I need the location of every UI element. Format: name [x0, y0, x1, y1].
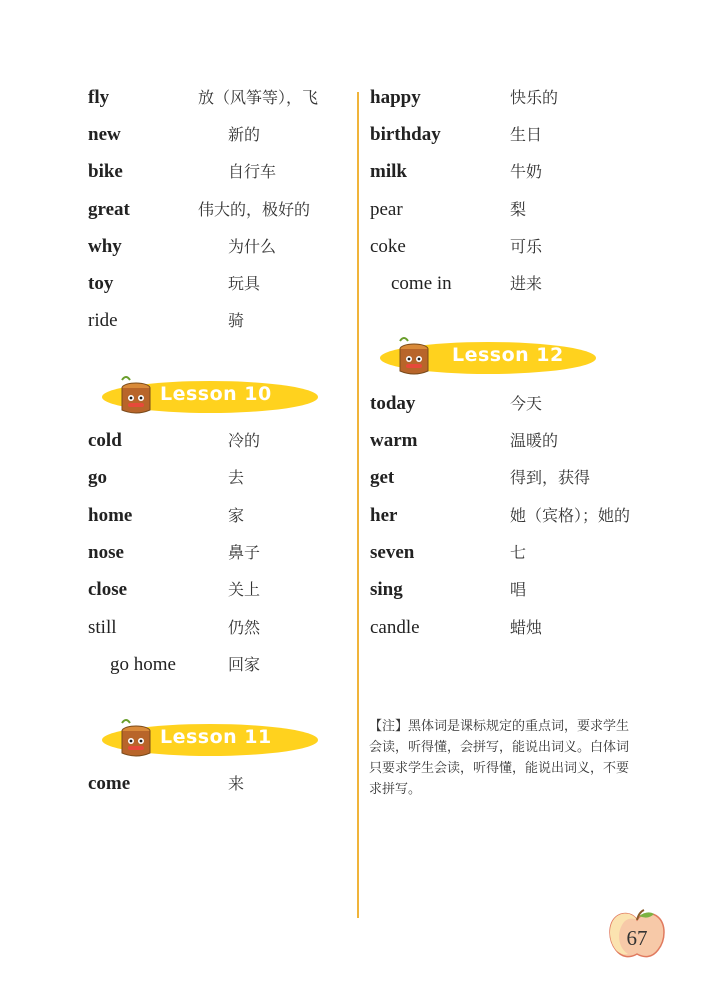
vocab-meaning: 得到，获得 [510, 468, 591, 487]
vocab-entry [110, 651, 353, 679]
vocab-word: her [370, 505, 398, 526]
vocab-entry [370, 121, 670, 149]
vocab-word: ride [88, 310, 118, 331]
vocab-meaning: 冷的 [228, 431, 261, 450]
vocab-word: go [88, 467, 107, 488]
page-number: 67 [626, 926, 648, 950]
vocab-entry [88, 539, 353, 567]
vocab-meaning: 她（宾格）；她的 [510, 506, 631, 525]
vocab-entry [370, 390, 670, 418]
vocab-entry [370, 84, 670, 112]
vocab-entry [370, 196, 670, 224]
vocab-meaning: 蜡烛 [510, 618, 543, 637]
vocab-meaning: 温暖的 [510, 431, 559, 450]
vocab-entry [370, 158, 670, 186]
page-number-badge [604, 908, 670, 960]
lesson-title: Lesson 12 [452, 344, 564, 366]
vocab-word: new [88, 124, 121, 145]
vocab-word: seven [370, 542, 415, 563]
vocab-meaning: 快乐的 [510, 88, 559, 107]
lesson-12-banner [380, 335, 600, 381]
vocab-meaning: 为什么 [228, 237, 277, 256]
vocab-entry [88, 233, 353, 261]
vocab-meaning: 回家 [228, 655, 261, 674]
vocab-meaning: 七 [510, 543, 527, 562]
vocab-entry [370, 464, 670, 492]
vocab-meaning: 来 [228, 774, 245, 793]
vocab-word: fly [88, 87, 110, 108]
vocab-word: happy [370, 87, 421, 108]
lesson-title: Lesson 10 [160, 383, 272, 405]
vocab-word: warm [370, 430, 418, 451]
footnote: 【注】黑体词是课标规定的重点词，要求学生会读，听得懂，会拼写，能说出词义。白体词只要求学生会读，听得懂，能说出词义，不要求拼写。 [369, 719, 630, 797]
vocab-meaning: 关上 [228, 580, 261, 599]
vocab-meaning: 伟大的，极好的 [198, 200, 311, 219]
vocab-word: still [88, 617, 117, 638]
tree-stump-mascot-icon [116, 717, 156, 761]
vocab-entry [88, 270, 353, 298]
vocab-word: great [88, 199, 130, 220]
vocab-meaning: 牛奶 [510, 162, 543, 181]
vocab-meaning: 仍然 [228, 618, 261, 637]
vocab-word: get [370, 467, 395, 488]
vocab-word: milk [370, 161, 407, 182]
tree-stump-mascot-icon [394, 335, 434, 379]
vocab-entry [88, 196, 353, 224]
vocab-entry [370, 576, 670, 604]
vocab-word: go home [110, 654, 176, 675]
vocab-entry [88, 307, 353, 335]
column-divider [357, 92, 359, 918]
vocab-entry [88, 464, 353, 492]
vocab-meaning: 自行车 [228, 162, 277, 181]
vocab-word: birthday [370, 124, 441, 145]
vocab-entry [391, 270, 670, 298]
vocab-word: come [88, 773, 131, 794]
vocab-meaning: 去 [228, 468, 245, 487]
vocab-meaning: 新的 [228, 125, 261, 144]
vocab-entry [370, 614, 670, 642]
vocab-entry [88, 84, 353, 112]
vocab-meaning: 骑 [228, 311, 245, 330]
lesson-title: Lesson 11 [160, 726, 272, 748]
vocab-meaning: 可乐 [510, 237, 543, 256]
vocab-meaning: 进来 [510, 274, 543, 293]
vocab-word: coke [370, 236, 406, 257]
vocab-word: nose [88, 542, 124, 563]
vocab-word: cold [88, 430, 122, 451]
vocab-word: toy [88, 273, 114, 294]
vocab-entry [370, 427, 670, 455]
vocab-word: come in [391, 273, 452, 294]
vocab-meaning: 唱 [510, 580, 527, 599]
vocab-word: pear [370, 199, 403, 220]
vocab-meaning: 今天 [510, 394, 543, 413]
vocab-entry [88, 427, 353, 455]
lesson-10-banner [102, 374, 322, 420]
vocab-meaning: 玩具 [228, 274, 261, 293]
vocab-word: home [88, 505, 133, 526]
vocab-word: why [88, 236, 122, 257]
vocab-meaning: 家 [228, 506, 245, 525]
lesson-11-banner [102, 717, 322, 763]
vocab-word: sing [370, 579, 403, 600]
vocab-entry [88, 614, 353, 642]
vocab-entry [370, 502, 670, 530]
vocab-entry [370, 233, 670, 261]
vocab-meaning: 生日 [510, 125, 543, 144]
vocab-meaning: 鼻子 [228, 543, 261, 562]
vocab-entry [88, 770, 353, 798]
vocab-meaning: 放（风筝等），飞 [198, 88, 319, 107]
vocab-word: close [88, 579, 128, 600]
vocab-word: bike [88, 161, 123, 182]
vocab-entry [370, 539, 670, 567]
vocab-word: today [370, 393, 416, 414]
vocab-entry [88, 121, 353, 149]
vocab-entry [88, 502, 353, 530]
tree-stump-mascot-icon [116, 374, 156, 418]
vocab-meaning: 梨 [510, 200, 527, 219]
vocab-entry [88, 576, 353, 604]
vocab-word: candle [370, 617, 420, 638]
vocab-entry [88, 158, 353, 186]
